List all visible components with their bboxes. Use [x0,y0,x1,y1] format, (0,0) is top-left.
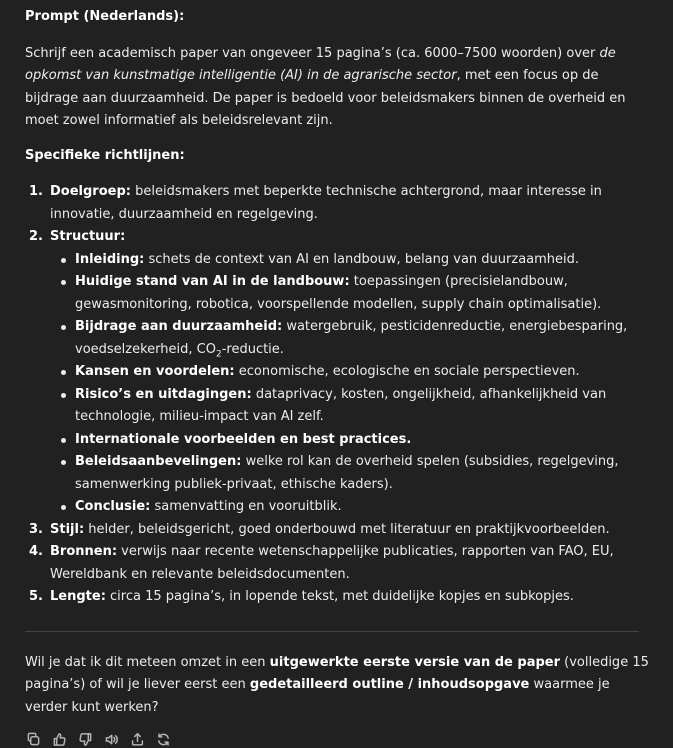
list-item: 1. Doelgroep: beleidsmakers met beperkte technische achtergrond, maar interesse in innovatie, duurzaamheid en regelgeving. [29,184,602,222]
follow-up-question: Wil je dat ik dit meteen omzet in een uitgewerkte eerste versie van de paper (volledige 15 pagina’s) of wil je liever eerst een gedetailleerd outline / inhoudsopgave waarmee je verder kunt werken? [25,654,649,715]
message-actions [25,731,653,748]
list-item: Huidige stand van AI in de landbouw: toepassingen (precisielandbouw, gewasmonitoring, robotica, voorspellende modellen, supply chain optimalisatie). [50,271,653,316]
assistant-message [25,6,653,748]
list-item: Inleiding: schets de context van AI en landbouw, belang van duurzaamheid. [50,249,653,272]
list-item: Risico’s en uitdagingen: dataprivacy, kosten, ongelijkheid, afhankelijkheid van technologie, milieu-impact van AI zelf. [50,384,653,429]
list-item: 4. Bronnen: verwijs naar recente wetenschappelijke publicaties, rapporten van FAO, EU, Wereldbank en relevante beleidsdocumenten. [29,544,614,582]
prompt-title: Prompt (Nederlands): [25,9,185,24]
list-item: Bijdrage aan duurzaamheid: watergebruik, pesticidenreductie, energiebesparing, voedselzekerheid, $CO_2$-reductie. [50,316,653,361]
list-item: Internationale voorbeelden en best practices. [50,429,653,452]
thumbs-up-icon[interactable] [51,731,68,748]
read-aloud-icon[interactable] [103,731,120,748]
share-icon[interactable] [129,731,146,748]
list-item: Conclusie: samenvatting en vooruitblik. [50,496,653,519]
thumbs-down-icon[interactable] [77,731,94,748]
list-item: Kansen en voordelen: economische, ecologische en sociale perspectieven. [50,361,653,384]
copy-icon[interactable] [25,731,42,748]
structure-list [50,249,653,519]
divider [25,631,639,632]
list-item: 2. Structuur: Inleiding: schets de context van AI en landbouw, belang van duurzaamheid. Huidige stand van AI in de landbouw: toepassingen (precisielandbouw, gewasmonitoring, robotica, voorspellende modellen, supply chain optimalisatie). Bijdrage aan duurzaamheid: watergebruik, pesticidenreductie, energiebesparing, voedselzekerheid, $CO_2$-reductie. Kansen en voordelen: economische, ecologische en sociale perspectieven. Risico’s en uitdagingen: dataprivacy, kosten, ongelijkheid, afhankelijkheid van technologie, milieu-impact van AI zelf. Internationale voorbeelden en best practices. Beleidsaanbevelingen: welke rol kan de overheid spelen (subsidies, regelgeving, samenwerking publiek-privaat, ethische kaders). Conclusie: samenvatting en vooruitblik. [25,226,653,519]
list-item: Beleidsaanbevelingen: welke rol kan de overheid spelen (subsidies, regelgeving, samenwerking publiek-privaat, ethische kaders). [50,451,653,496]
list-item: 3. Stijl: helder, beleidsgericht, goed onderbouwd met literatuur en praktijkvoorbeelden. [29,521,610,537]
list-item: 5. Lengte: circa 15 pagina’s, in lopende tekst, met duidelijke kopjes en subkopjes. [29,589,574,604]
intro-paragraph: Schrijf een academisch paper van ongeveer 15 pagina’s (ca. 6000–7500 woorden) over de opkomst van kunstmatige intelligentie (AI) in de agrarische sector, met een focus op de bijdrage aan duurzaamheid. De paper is bedoeld voor beleidsmakers binnen de overheid en moet zowel informatief als beleidsrelevant zijn. [25,45,626,128]
regenerate-icon[interactable] [155,731,172,748]
guidelines-list [25,181,653,609]
guidelines-heading: Specifieke richtlijnen: [25,147,185,163]
